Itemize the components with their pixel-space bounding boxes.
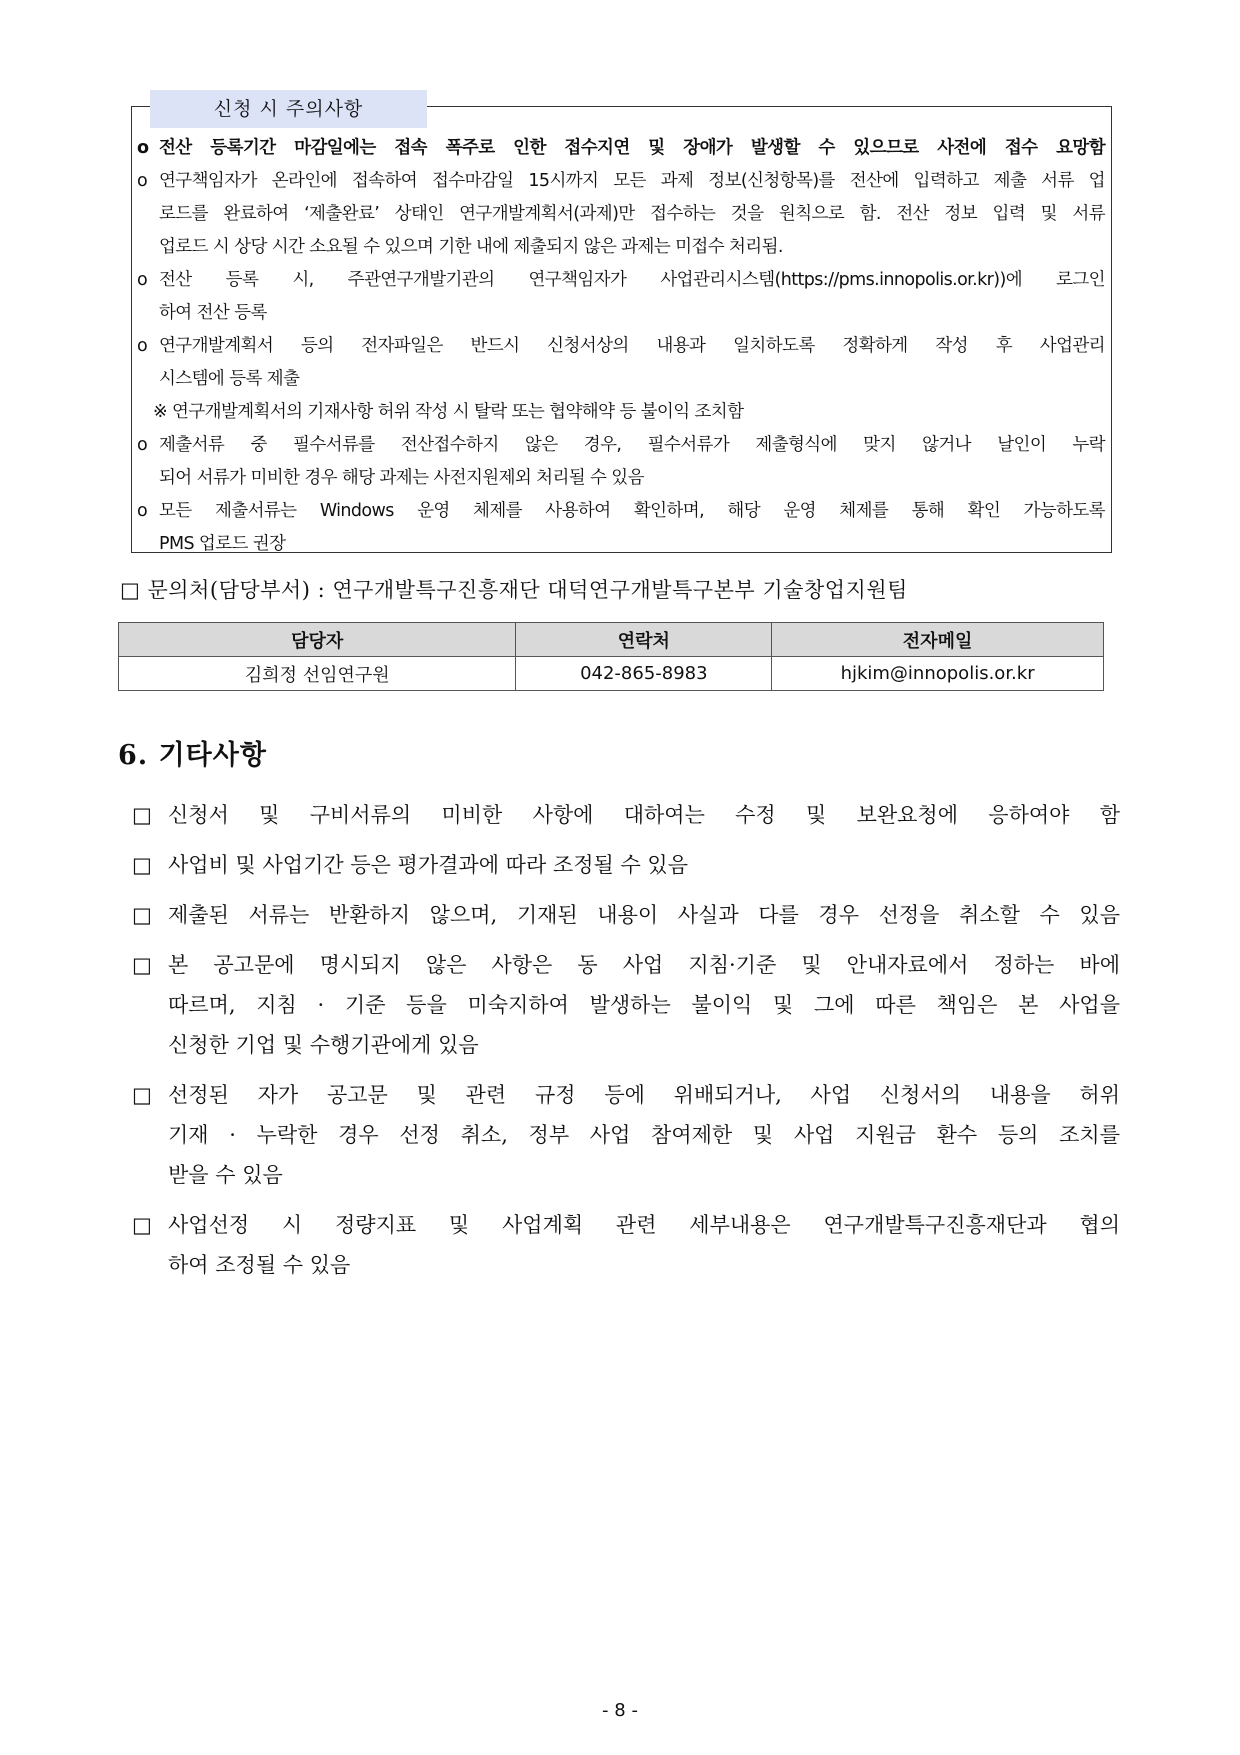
list-item — [132, 895, 1120, 935]
notice-item — [133, 429, 1113, 462]
contact-phone: 042-865-8983 — [516, 657, 772, 691]
list-item-text: 따르며, 지침 · 기준 등을 미숙지하여 발생하는 불이익 및 그에 따른 책임은 본 사업을 — [168, 993, 1120, 1017]
bullet: o — [137, 138, 149, 158]
list-item-continuation — [132, 985, 1120, 1025]
bullet: o — [137, 336, 148, 356]
list-item-continuation — [132, 1245, 1120, 1285]
checkbox-glyph: □ — [132, 953, 152, 977]
contact-email: hjkim@innopolis.or.kr — [772, 657, 1104, 691]
notice-text: 업로드 시 상당 시간 소요될 수 있으며 기한 내에 제출되지 않은 과제는 미접수 처리됨. — [159, 237, 783, 257]
list-item — [132, 1205, 1120, 1245]
notice-text: 시스템에 등록 제출 — [159, 369, 300, 389]
notice-reference-note — [133, 396, 1113, 429]
list-item-text: 신청한 기업 및 수행기관에게 있음 — [168, 1033, 479, 1057]
bullet: o — [137, 501, 148, 521]
notice-text: 모든 제출서류는 Windows 운영 체제를 사용하여 확인하며, 해당 운영 체제를 통해 확인 가능하도록 — [159, 501, 1105, 521]
list-item-continuation — [132, 1025, 1120, 1065]
notice-text: 되어 서류가 미비한 경우 해당 과제는 사전지원제외 처리될 수 있음 — [159, 468, 644, 488]
list-item — [132, 1075, 1120, 1115]
contact-table — [118, 622, 1104, 691]
notice-text: 로드를 완료하여 ‘제출완료’ 상태인 연구개발계획서(과제)만 접수하는 것을 원칙으로 함. 전산 정보 입력 및 서류 — [159, 204, 1105, 224]
bullet: o — [137, 435, 148, 455]
header-email: 전자메일 — [772, 623, 1104, 657]
checkbox-glyph: □ — [132, 803, 152, 827]
notice-item — [133, 165, 1113, 198]
checkbox-glyph: □ — [132, 853, 152, 877]
checkbox-glyph: □ — [132, 903, 152, 927]
list-item-text: 제출된 서류는 반환하지 않으며, 기재된 내용이 사실과 다를 경우 선정을 취소할 수 있음 — [168, 903, 1120, 927]
contact-line: □ 문의처(담당부서) : 연구개발특구진흥재단 대덕연구개발특구본부 기술창업지원팀 — [120, 578, 908, 602]
notice-text: 전산 등록기간 마감일에는 접속 폭주로 인한 접수지연 및 장애가 발생할 수 있으므로 사전에 접수 요망함 — [159, 138, 1105, 158]
notice-text: 연구책임자가 온라인에 접속하여 접수마감일 15시까지 모든 과제 정보(신청항목)를 전산에 입력하고 제출 서류 업 — [159, 171, 1105, 191]
notice-text: 전산 등록 시, 주관연구개발기관의 연구책임자가 사업관리시스템(https://pms.innopolis.or.kr))에 로그인 — [159, 270, 1105, 290]
list-item — [132, 845, 1120, 885]
checkbox-glyph: □ — [132, 1083, 152, 1107]
notice-text: ※ 연구개발계획서의 기재사항 허위 작성 시 탈락 또는 협약해약 등 불이익 조치함 — [153, 402, 744, 422]
list-item-text: 기재 · 누락한 경우 선정 취소, 정부 사업 참여제한 및 사업 지원금 환수 등의 조치를 — [168, 1123, 1120, 1147]
notice-item — [133, 495, 1113, 528]
notice-text: PMS 업로드 권장 — [159, 534, 286, 554]
notice-text: 하여 전산 등록 — [159, 303, 267, 323]
bullet: o — [137, 270, 148, 290]
notice-text: 연구개발계획서 등의 전자파일은 반드시 신청서상의 내용과 일치하도록 정확하게 작성 후 사업관리 — [159, 336, 1105, 356]
list-item — [132, 945, 1120, 985]
table-header-row — [119, 623, 1104, 657]
notice-title: 신청 시 주의사항 — [150, 90, 427, 128]
header-phone: 연락처 — [516, 623, 772, 657]
header-contact-person: 담당자 — [119, 623, 516, 657]
list-item-text: 받을 수 있음 — [168, 1163, 283, 1187]
notice-item-continuation — [133, 297, 1113, 330]
list-item-continuation — [132, 1155, 1120, 1195]
notice-item — [133, 330, 1113, 363]
list-item-text: 본 공고문에 명시되지 않은 사항은 동 사업 지침·기준 및 안내자료에서 정하는 바에 — [168, 953, 1120, 977]
notice-item-continuation — [133, 363, 1113, 396]
bullet: o — [137, 171, 148, 191]
table-row — [119, 657, 1104, 691]
list-item-text: 사업선정 시 정량지표 및 사업계획 관련 세부내용은 연구개발특구진흥재단과 협의 — [168, 1213, 1120, 1237]
notice-item — [133, 264, 1113, 297]
notice-item-continuation — [133, 528, 1113, 561]
page-number: - 8 - — [602, 1700, 638, 1721]
list-item-text: 사업비 및 사업기간 등은 평가결과에 따라 조정될 수 있음 — [168, 853, 688, 877]
notice-list — [133, 132, 1113, 561]
section-title: 6. 기타사항 — [118, 740, 267, 771]
checkbox-glyph: □ — [132, 1213, 152, 1237]
list-item — [132, 795, 1120, 835]
list-item-text: 하여 조정될 수 있음 — [168, 1253, 351, 1277]
notice-item-continuation — [133, 231, 1113, 264]
contact-person: 김희정 선임연구원 — [119, 657, 516, 691]
notice-item — [133, 132, 1113, 165]
list-item-text: 선정된 자가 공고문 및 관련 규정 등에 위배되거나, 사업 신청서의 내용을 허위 — [168, 1083, 1120, 1107]
etc-list — [132, 795, 1120, 1285]
notice-text: 제출서류 중 필수서류를 전산접수하지 않은 경우, 필수서류가 제출형식에 맞지 않거나 날인이 누락 — [159, 435, 1105, 455]
notice-item-continuation — [133, 198, 1113, 231]
list-item-text: 신청서 및 구비서류의 미비한 사항에 대하여는 수정 및 보완요청에 응하여야 함 — [168, 803, 1120, 827]
notice-item-continuation — [133, 462, 1113, 495]
list-item-continuation — [132, 1115, 1120, 1155]
